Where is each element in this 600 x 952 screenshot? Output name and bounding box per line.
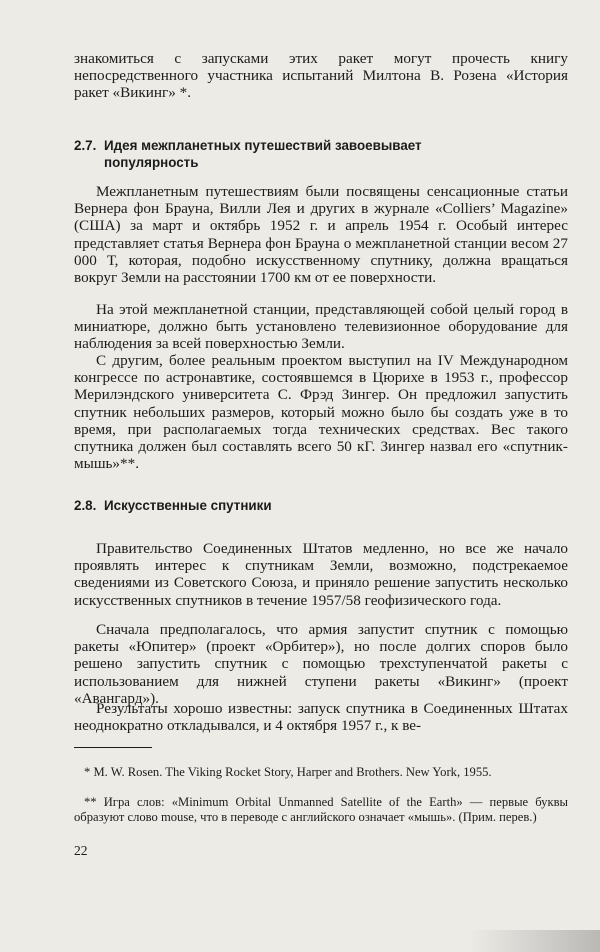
section-heading-2-8 [74,497,568,514]
section-heading-2-7 [74,137,568,171]
intro-paragraph: знакомиться с запусками этих ракет могут прочесть книгу непосредственного участника испытаний Милтона В. Розена «История ракет «Викинг» *. [74,50,568,102]
section-title-line1: Идея межпланетных путешествий завоевывает [104,138,422,153]
paragraph: С другим, более реальным проектом выступил на IV Международном конгрессе по астронавтике, состоявшемся в Цюрихе в 1953 г., профессор Мерилэндского университета С. Фрэд Зингер. Он предложил запустить спутник небольших размеров, который можно было бы создать уже в то время, при располагаемых тогда технических средствах. Вес такого спутника должен был составлять всего 50 кГ. Зингер назвал его «спутник-мышь»**. [74,352,568,473]
section-number: 2.7. [74,138,97,153]
section-number: 2.8. [74,498,97,513]
scan-edge-shadow [470,930,600,952]
footnote: ** Игра слов: «Minimum Orbital Unmanned Satellite of the Earth» — первые буквы образуют слово mouse, что в переводе с английского означает «мышь». (Прим. перев.) [74,795,568,824]
paragraph: На этой межпланетной станции, представляющей собой целый город в миниатюре, должно быть установлено телевизионное оборудование для наблюдения за всей поверхностью Земли. [74,301,568,353]
page-number: 22 [74,843,88,858]
paragraph: Результаты хорошо известны: запуск спутника в Соединенных Штатах неоднократно откладывался, и 4 октября 1957 г., к ве- [74,700,568,735]
paragraph: Сначала предполагалось, что армия запустит спутник с помощью ракеты «Юпитер» (проект «Орбитер»), но после долгих споров было решено запустить спутник с помощью трехступенчатой ракеты с использованием для нижней ступени ракеты «Викинг» (проект «Авангард»). [74,621,568,707]
paragraph: Правительство Соединенных Штатов медленно, но все же начало проявлять интерес к спутникам Земли, возможно, подстрекаемое сведениями из Советского Союза, и приняло решение запустить несколько искусственных спутников в течение 1957/58 геофизического года. [74,540,568,609]
paragraph: Межпланетным путешествиям были посвящены сенсационные статьи Вернера фон Брауна, Вилли Лея и других в журнале «Colliers’ Magazine» (США) за март и октябрь 1952 г. и апрель 1954 г. Особый интерес представляет статья Вернера фон Брауна о межпланетной станции весом 27 000 Т, которая, подобно искусственному спутнику, должна вращаться вокруг Земли на расстоянии 1700 км от ее поверхности. [74,183,568,287]
section-title-line2: популярность [104,155,199,170]
footnote-divider [74,747,152,748]
footnote: * M. W. Rosen. The Viking Rocket Story, Harper and Brothers. New York, 1955. [84,765,492,779]
section-title: Искусственные спутники [104,498,272,513]
